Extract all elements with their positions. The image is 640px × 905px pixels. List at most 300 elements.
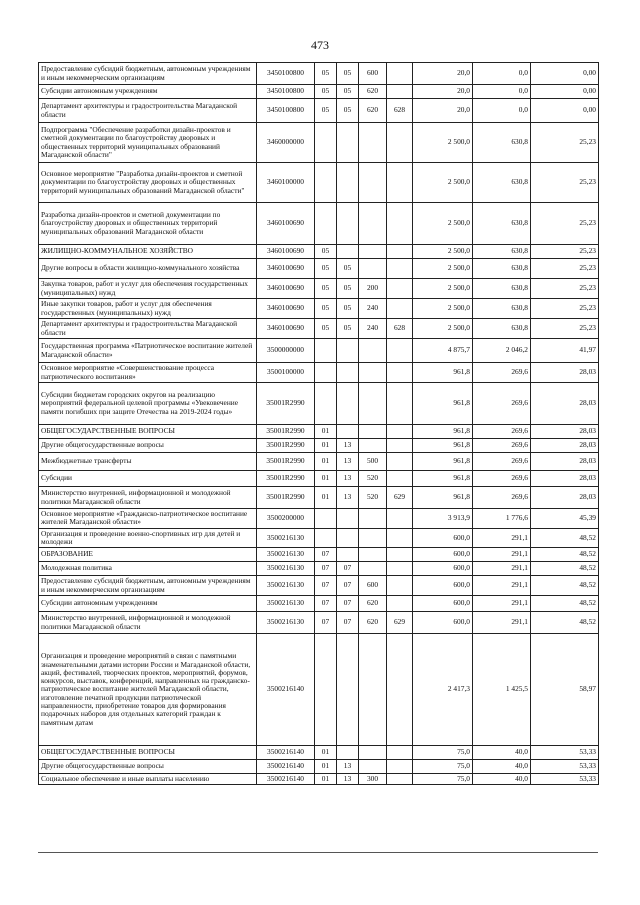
cell-pct: 53,33: [531, 746, 599, 760]
table-row: [39, 576, 599, 596]
cell-pct: 28,03: [531, 487, 599, 509]
cell-name: Предоставление субсидий бюджетным, автономным учреждениям и иным некоммерческим организациям: [39, 576, 257, 596]
cell-pct: 25,23: [531, 123, 599, 163]
cell-name: Молодежная политика: [39, 562, 257, 576]
cell-sub: 07: [337, 562, 359, 576]
cell-vch: [387, 299, 413, 319]
cell-code: 3500216140: [257, 746, 315, 760]
cell-vch: [387, 453, 413, 471]
cell-vch: [387, 548, 413, 562]
cell-code: 3500100000: [257, 363, 315, 383]
cell-code: 3460100000: [257, 163, 315, 203]
cell-ex: 291,1: [473, 612, 531, 634]
cell-name: Закупка товаров, работ и услуг для обеспечения государственных (муниципальных) нужд: [39, 279, 257, 299]
cell-typ: 620: [359, 596, 387, 612]
cell-sec: [315, 528, 337, 548]
cell-sub: 13: [337, 453, 359, 471]
cell-name: Основное мероприятие «Гражданско-патриотическое воспитание жителей Магаданской области»: [39, 509, 257, 529]
cell-code: 35001R2990: [257, 453, 315, 471]
cell-vch: [387, 576, 413, 596]
cell-vch: [387, 425, 413, 439]
cell-sec: 01: [315, 487, 337, 509]
cell-ex: 630,8: [473, 299, 531, 319]
cell-code: 3500216130: [257, 528, 315, 548]
cell-rep: 600,0: [413, 562, 473, 576]
cell-sub: 07: [337, 612, 359, 634]
cell-ex: 269,6: [473, 383, 531, 425]
table-row: [39, 259, 599, 279]
cell-pct: 25,23: [531, 279, 599, 299]
cell-ex: 630,8: [473, 123, 531, 163]
cell-name: Другие вопросы в области жилищно-коммунального хозяйства: [39, 259, 257, 279]
cell-vch: [387, 439, 413, 453]
cell-sub: [337, 383, 359, 425]
cell-sub: [337, 203, 359, 245]
cell-ex: 630,8: [473, 279, 531, 299]
cell-sec: 05: [315, 63, 337, 85]
cell-ex: 630,8: [473, 319, 531, 339]
cell-pct: 28,03: [531, 453, 599, 471]
cell-typ: [359, 528, 387, 548]
cell-sec: 07: [315, 612, 337, 634]
cell-vch: [387, 259, 413, 279]
cell-pct: 48,52: [531, 596, 599, 612]
cell-pct: 28,03: [531, 425, 599, 439]
table-row: [39, 439, 599, 453]
table-row: [39, 319, 599, 339]
cell-name: Департамент архитектуры и градостроительства Магаданской области: [39, 319, 257, 339]
cell-rep: 2 500,0: [413, 319, 473, 339]
cell-vch: [387, 760, 413, 774]
cell-rep: 2 500,0: [413, 123, 473, 163]
cell-ex: 1 776,6: [473, 509, 531, 529]
table-row: [39, 453, 599, 471]
cell-name: Основное мероприятие "Разработка дизайн-проектов и сметной документации по благоустройству дворовых и общественных территорий муниципальных образований Магаданской области": [39, 163, 257, 203]
cell-pct: 53,33: [531, 774, 599, 785]
cell-vch: 628: [387, 99, 413, 123]
table-row: [39, 163, 599, 203]
cell-rep: 961,8: [413, 383, 473, 425]
cell-vch: [387, 562, 413, 576]
table-row: [39, 612, 599, 634]
cell-rep: 2 500,0: [413, 259, 473, 279]
cell-ex: 0,0: [473, 85, 531, 99]
cell-sub: [337, 363, 359, 383]
cell-sub: [337, 163, 359, 203]
table-row: [39, 596, 599, 612]
cell-sec: [315, 163, 337, 203]
cell-ex: 269,6: [473, 453, 531, 471]
cell-typ: [359, 562, 387, 576]
cell-code: 35001R2990: [257, 487, 315, 509]
cell-ex: 291,1: [473, 562, 531, 576]
cell-sub: [337, 245, 359, 259]
cell-typ: 200: [359, 279, 387, 299]
cell-name: Организация и проведение мероприятий в связи с памятными знаменательными датами истории России и Магаданской области, акций, фестивалей, творческих проектов, мероприятий, форумов, конкурсов, выставок, конференций, направленных на гражданско-патриотическое воспитание жителей Магаданской области, изготовление печатной продукции патриотической направленности, приобретение товаров для формирования подарочных наборов для отдельных категорий граждан к памятным датам: [39, 634, 257, 746]
cell-ex: 630,8: [473, 245, 531, 259]
cell-sec: 07: [315, 576, 337, 596]
cell-rep: 600,0: [413, 576, 473, 596]
cell-rep: 961,8: [413, 471, 473, 487]
table-row: [39, 528, 599, 548]
page-number: 473: [311, 38, 329, 52]
cell-sub: 13: [337, 439, 359, 453]
cell-ex: 630,8: [473, 203, 531, 245]
cell-code: 3460100690: [257, 245, 315, 259]
cell-sub: 13: [337, 774, 359, 785]
cell-vch: 629: [387, 487, 413, 509]
cell-typ: [359, 439, 387, 453]
cell-typ: 240: [359, 299, 387, 319]
table-row: [39, 634, 599, 746]
cell-rep: 20,0: [413, 99, 473, 123]
cell-sec: [315, 509, 337, 529]
cell-rep: 600,0: [413, 612, 473, 634]
cell-sub: 13: [337, 471, 359, 487]
cell-name: Субсидии автономным учреждениям: [39, 596, 257, 612]
cell-sub: 05: [337, 279, 359, 299]
cell-typ: 500: [359, 453, 387, 471]
cell-typ: 520: [359, 471, 387, 487]
cell-pct: 28,03: [531, 439, 599, 453]
cell-vch: [387, 471, 413, 487]
cell-code: 35001R2990: [257, 425, 315, 439]
cell-rep: 2 500,0: [413, 245, 473, 259]
cell-ex: 0,0: [473, 63, 531, 85]
cell-ex: 630,8: [473, 163, 531, 203]
cell-vch: [387, 279, 413, 299]
table-row: [39, 245, 599, 259]
table-row: [39, 63, 599, 85]
cell-sec: 05: [315, 299, 337, 319]
cell-pct: 25,23: [531, 319, 599, 339]
cell-rep: 961,8: [413, 363, 473, 383]
cell-name: Социальное обеспечение и иные выплаты населению: [39, 774, 257, 785]
cell-rep: 75,0: [413, 760, 473, 774]
table-row: [39, 548, 599, 562]
cell-typ: [359, 163, 387, 203]
cell-pct: 0,00: [531, 85, 599, 99]
cell-ex: 1 425,5: [473, 634, 531, 746]
cell-rep: 75,0: [413, 746, 473, 760]
cell-sec: 07: [315, 548, 337, 562]
cell-ex: 269,6: [473, 425, 531, 439]
cell-code: 3460100690: [257, 299, 315, 319]
cell-sub: 07: [337, 596, 359, 612]
cell-typ: [359, 548, 387, 562]
cell-typ: [359, 746, 387, 760]
cell-code: 3460100690: [257, 279, 315, 299]
cell-ex: 269,6: [473, 487, 531, 509]
table-row: [39, 279, 599, 299]
cell-pct: 0,00: [531, 99, 599, 123]
cell-vch: [387, 203, 413, 245]
cell-code: 3500216140: [257, 774, 315, 785]
table-row: [39, 363, 599, 383]
cell-pct: 58,97: [531, 634, 599, 746]
cell-vch: [387, 746, 413, 760]
cell-rep: 2 417,3: [413, 634, 473, 746]
cell-pct: 28,03: [531, 471, 599, 487]
cell-sub: 05: [337, 319, 359, 339]
cell-pct: 28,03: [531, 383, 599, 425]
cell-sec: [315, 634, 337, 746]
cell-sec: 01: [315, 425, 337, 439]
cell-sec: [315, 339, 337, 363]
cell-rep: 2 500,0: [413, 299, 473, 319]
cell-code: 3450100800: [257, 85, 315, 99]
cell-rep: 961,8: [413, 439, 473, 453]
cell-sec: [315, 203, 337, 245]
cell-typ: [359, 425, 387, 439]
cell-sub: 05: [337, 99, 359, 123]
cell-sec: 01: [315, 774, 337, 785]
cell-ex: 291,1: [473, 596, 531, 612]
cell-code: 3500216130: [257, 612, 315, 634]
cell-sec: 07: [315, 562, 337, 576]
cell-typ: [359, 383, 387, 425]
cell-rep: 75,0: [413, 774, 473, 785]
table-row: [39, 339, 599, 363]
cell-rep: 600,0: [413, 548, 473, 562]
cell-ex: 291,1: [473, 528, 531, 548]
cell-pct: 25,23: [531, 203, 599, 245]
cell-typ: [359, 203, 387, 245]
cell-code: 3450100800: [257, 99, 315, 123]
cell-rep: 600,0: [413, 596, 473, 612]
cell-rep: 20,0: [413, 63, 473, 85]
cell-name: Основное мероприятие «Совершенствование процесса патриотического воспитания»: [39, 363, 257, 383]
table-row: [39, 746, 599, 760]
cell-code: 3500216140: [257, 634, 315, 746]
cell-typ: 520: [359, 487, 387, 509]
cell-sec: 05: [315, 259, 337, 279]
budget-table: [38, 62, 599, 785]
cell-rep: 4 875,7: [413, 339, 473, 363]
cell-typ: 620: [359, 85, 387, 99]
cell-typ: 600: [359, 576, 387, 596]
table-row: [39, 471, 599, 487]
cell-sub: [337, 425, 359, 439]
cell-name: Министерство внутренней, информационной и молодежной политики Магаданской области: [39, 612, 257, 634]
cell-sec: 05: [315, 85, 337, 99]
cell-code: 3460100690: [257, 259, 315, 279]
cell-ex: 291,1: [473, 548, 531, 562]
cell-vch: [387, 85, 413, 99]
cell-name: Субсидии автономным учреждениям: [39, 85, 257, 99]
cell-typ: 240: [359, 319, 387, 339]
cell-sec: [315, 383, 337, 425]
cell-rep: 2 500,0: [413, 203, 473, 245]
cell-ex: 269,6: [473, 363, 531, 383]
cell-sec: [315, 363, 337, 383]
cell-code: 3500216130: [257, 596, 315, 612]
cell-sub: 05: [337, 299, 359, 319]
cell-ex: 269,6: [473, 439, 531, 453]
cell-sec: 01: [315, 471, 337, 487]
cell-typ: [359, 363, 387, 383]
cell-name: Субсидии бюджетам городских округов на реализацию мероприятий федеральной целевой программы «Увековечение памяти погибших при защите Отечества на 2019-2024 годы»: [39, 383, 257, 425]
cell-pct: 48,52: [531, 562, 599, 576]
cell-pct: 0,00: [531, 63, 599, 85]
table-row: [39, 299, 599, 319]
cell-vch: [387, 596, 413, 612]
cell-name: ОБЩЕГОСУДАРСТВЕННЫЕ ВОПРОСЫ: [39, 425, 257, 439]
table-row: [39, 487, 599, 509]
cell-name: Другие общегосударственные вопросы: [39, 439, 257, 453]
cell-name: ОБРАЗОВАНИЕ: [39, 548, 257, 562]
cell-pct: 41,97: [531, 339, 599, 363]
cell-typ: [359, 634, 387, 746]
cell-code: 3500216140: [257, 760, 315, 774]
cell-code: 3450100800: [257, 63, 315, 85]
cell-vch: 629: [387, 612, 413, 634]
cell-name: Субсидии: [39, 471, 257, 487]
table-row: [39, 99, 599, 123]
cell-vch: [387, 163, 413, 203]
cell-pct: 25,23: [531, 299, 599, 319]
cell-rep: 961,8: [413, 453, 473, 471]
cell-vch: [387, 774, 413, 785]
cell-typ: [359, 509, 387, 529]
cell-vch: [387, 339, 413, 363]
cell-sec: 05: [315, 319, 337, 339]
cell-sub: 07: [337, 576, 359, 596]
cell-vch: 628: [387, 319, 413, 339]
cell-ex: 40,0: [473, 774, 531, 785]
cell-name: Межбюджетные трансферты: [39, 453, 257, 471]
cell-sub: [337, 746, 359, 760]
cell-sec: 01: [315, 760, 337, 774]
cell-pct: 45,39: [531, 509, 599, 529]
cell-typ: 620: [359, 612, 387, 634]
cell-sec: 01: [315, 453, 337, 471]
cell-typ: [359, 760, 387, 774]
cell-name: Предоставление субсидий бюджетным, автономным учреждениям и иным некоммерческим организациям: [39, 63, 257, 85]
cell-pct: 48,52: [531, 528, 599, 548]
cell-pct: 25,23: [531, 163, 599, 203]
cell-sub: [337, 634, 359, 746]
table-row: [39, 760, 599, 774]
cell-ex: 2 046,2: [473, 339, 531, 363]
cell-rep: 2 500,0: [413, 279, 473, 299]
cell-code: 35001R2990: [257, 439, 315, 453]
cell-code: 3460100690: [257, 203, 315, 245]
table-row: [39, 774, 599, 785]
cell-sub: [337, 339, 359, 363]
cell-rep: 600,0: [413, 528, 473, 548]
page-bottom-rule: [38, 852, 598, 853]
cell-sub: [337, 548, 359, 562]
cell-sub: 13: [337, 487, 359, 509]
cell-code: 3500200000: [257, 509, 315, 529]
cell-rep: 20,0: [413, 85, 473, 99]
cell-typ: [359, 123, 387, 163]
cell-pct: 48,52: [531, 548, 599, 562]
cell-rep: 961,8: [413, 487, 473, 509]
cell-vch: [387, 383, 413, 425]
table-row: [39, 123, 599, 163]
cell-sub: 05: [337, 85, 359, 99]
cell-name: Подпрограмма "Обеспечение разработки дизайн-проектов и сметной документации по благоустройству дворовых и общественных территорий муниципальных образований Магаданской области": [39, 123, 257, 163]
cell-code: 35001R2990: [257, 383, 315, 425]
cell-name: ЖИЛИЩНО-КОММУНАЛЬНОЕ ХОЗЯЙСТВО: [39, 245, 257, 259]
cell-pct: 25,23: [531, 245, 599, 259]
cell-ex: 40,0: [473, 746, 531, 760]
cell-name: Министерство внутренней, информационной и молодежной политики Магаданской области: [39, 487, 257, 509]
cell-sec: [315, 123, 337, 163]
table-row: [39, 562, 599, 576]
cell-name: Другие общегосударственные вопросы: [39, 760, 257, 774]
table-row: [39, 203, 599, 245]
cell-vch: [387, 123, 413, 163]
cell-pct: 53,33: [531, 760, 599, 774]
cell-name: Организация и проведение военно-спортивных игр для детей и молодежи: [39, 528, 257, 548]
cell-sec: 05: [315, 245, 337, 259]
cell-vch: [387, 63, 413, 85]
cell-typ: 300: [359, 774, 387, 785]
cell-code: 3460000000: [257, 123, 315, 163]
cell-ex: 291,1: [473, 576, 531, 596]
cell-rep: 3 913,9: [413, 509, 473, 529]
cell-code: 3500216130: [257, 562, 315, 576]
cell-vch: [387, 634, 413, 746]
cell-sub: [337, 509, 359, 529]
cell-sub: [337, 528, 359, 548]
cell-vch: [387, 528, 413, 548]
cell-vch: [387, 363, 413, 383]
cell-sec: 01: [315, 746, 337, 760]
cell-pct: 48,52: [531, 576, 599, 596]
cell-code: 3500000000: [257, 339, 315, 363]
cell-ex: 630,8: [473, 259, 531, 279]
cell-sec: 05: [315, 279, 337, 299]
cell-typ: [359, 339, 387, 363]
cell-vch: [387, 245, 413, 259]
cell-ex: 0,0: [473, 99, 531, 123]
cell-pct: 28,03: [531, 363, 599, 383]
cell-ex: 269,6: [473, 471, 531, 487]
cell-sub: [337, 123, 359, 163]
table-row: [39, 509, 599, 529]
cell-code: 3460100690: [257, 319, 315, 339]
cell-rep: 2 500,0: [413, 163, 473, 203]
cell-typ: 620: [359, 99, 387, 123]
cell-name: Государственная программа «Патриотическое воспитание жителей Магаданской области»: [39, 339, 257, 363]
cell-sub: 13: [337, 760, 359, 774]
cell-ex: 40,0: [473, 760, 531, 774]
cell-sec: 07: [315, 596, 337, 612]
cell-code: 3500216130: [257, 548, 315, 562]
cell-code: 35001R2990: [257, 471, 315, 487]
cell-sub: 05: [337, 63, 359, 85]
cell-pct: 48,52: [531, 612, 599, 634]
cell-name: Иные закупки товаров, работ и услуг для обеспечения государственных (муниципальных) нужд: [39, 299, 257, 319]
cell-code: 3500216130: [257, 576, 315, 596]
cell-vch: [387, 509, 413, 529]
cell-sec: 01: [315, 439, 337, 453]
cell-typ: 600: [359, 63, 387, 85]
cell-sub: 05: [337, 259, 359, 279]
cell-typ: [359, 259, 387, 279]
cell-name: ОБЩЕГОСУДАРСТВЕННЫЕ ВОПРОСЫ: [39, 746, 257, 760]
cell-rep: 961,8: [413, 425, 473, 439]
cell-name: Разработка дизайн-проектов и сметной документации по благоустройству дворовых и общественных территорий муниципальных образований Магаданской области: [39, 203, 257, 245]
cell-sec: 05: [315, 99, 337, 123]
table-row: [39, 85, 599, 99]
cell-name: Департамент архитектуры и градостроительства Магаданской области: [39, 99, 257, 123]
table-row: [39, 383, 599, 425]
